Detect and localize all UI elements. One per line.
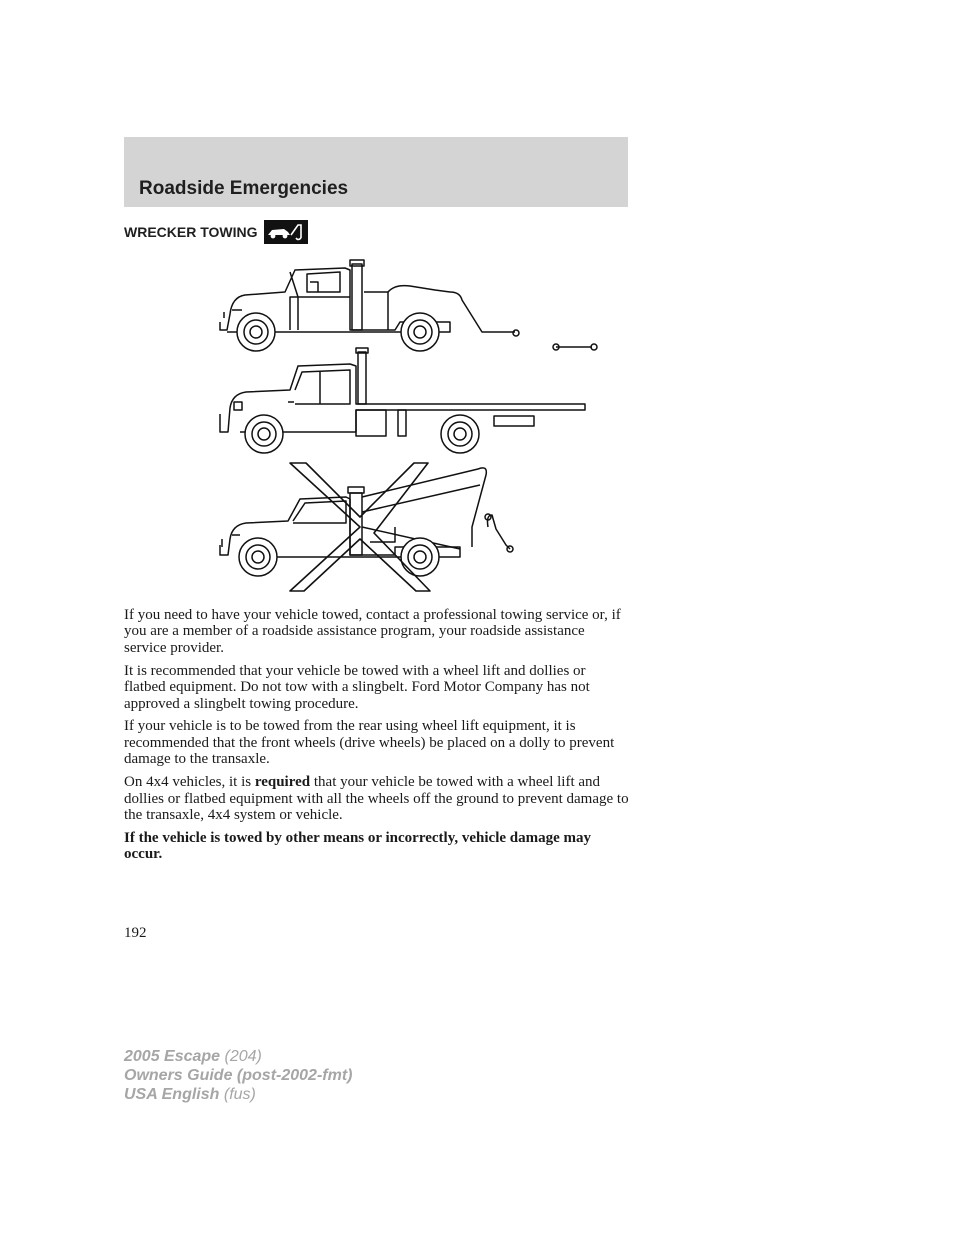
footer-model-code: (204): [220, 1048, 262, 1065]
wheel-lift-truck-drawing: [220, 260, 597, 351]
flatbed-truck-drawing: [220, 348, 585, 453]
paragraph-contact-towing: If you need to have your vehicle towed, contact a professional towing service or, if you are a member of a roadside assistance program, your roadside assistance service provider.: [124, 607, 621, 656]
paragraph-recommended-equipment: It is recommended that your vehicle be towed with a wheel lift and dollies or flatbed equipment. Do not tow with a slingbelt. Ford Motor Company has not approved a slingbelt towing procedure.: [124, 662, 590, 712]
slingbelt-truck-drawing: [220, 463, 513, 591]
section-heading-text: WRECKER TOWING: [124, 224, 258, 240]
page-number: 192: [124, 925, 147, 941]
footer-line-3: [124, 1085, 352, 1104]
paragraph-4x4-end: that your vehicle be towed with a wheel lift and dollies or flatbed equipment with all the wheels off the ground to prevent damage to the transaxle, 4x4 system or vehicle.: [124, 774, 629, 823]
paragraph-rear-towing: If your vehicle is to be towed from the rear using wheel lift equipment, it is recommended that the front wheels (drive wheels) be placed on a dolly to prevent damage to the transaxle.: [124, 718, 615, 768]
tow-truck-icon: [264, 220, 308, 244]
required-emphasis: required: [254, 774, 311, 791]
section-heading: [124, 220, 308, 244]
footer-line-1: [124, 1047, 352, 1066]
tow-vehicles-illustration: [210, 252, 610, 592]
footer-model: 2005 Escape: [124, 1048, 221, 1065]
body-text: [124, 607, 629, 869]
footer: [124, 1047, 352, 1104]
header-band: [124, 137, 628, 207]
footer-language-code: (fus): [219, 1086, 256, 1103]
footer-language: USA English: [124, 1086, 220, 1103]
page-title: Roadside Emergencies: [139, 178, 349, 199]
paragraph-4x4: [124, 774, 629, 823]
paragraph-4x4-start: On 4x4 vehicles, it is: [124, 774, 255, 791]
damage-warning: If the vehicle is towed by other means or incorrectly, vehicle damage may occur.: [124, 829, 592, 863]
footer-line-2: Owners Guide (post-2002-fmt): [124, 1067, 353, 1084]
